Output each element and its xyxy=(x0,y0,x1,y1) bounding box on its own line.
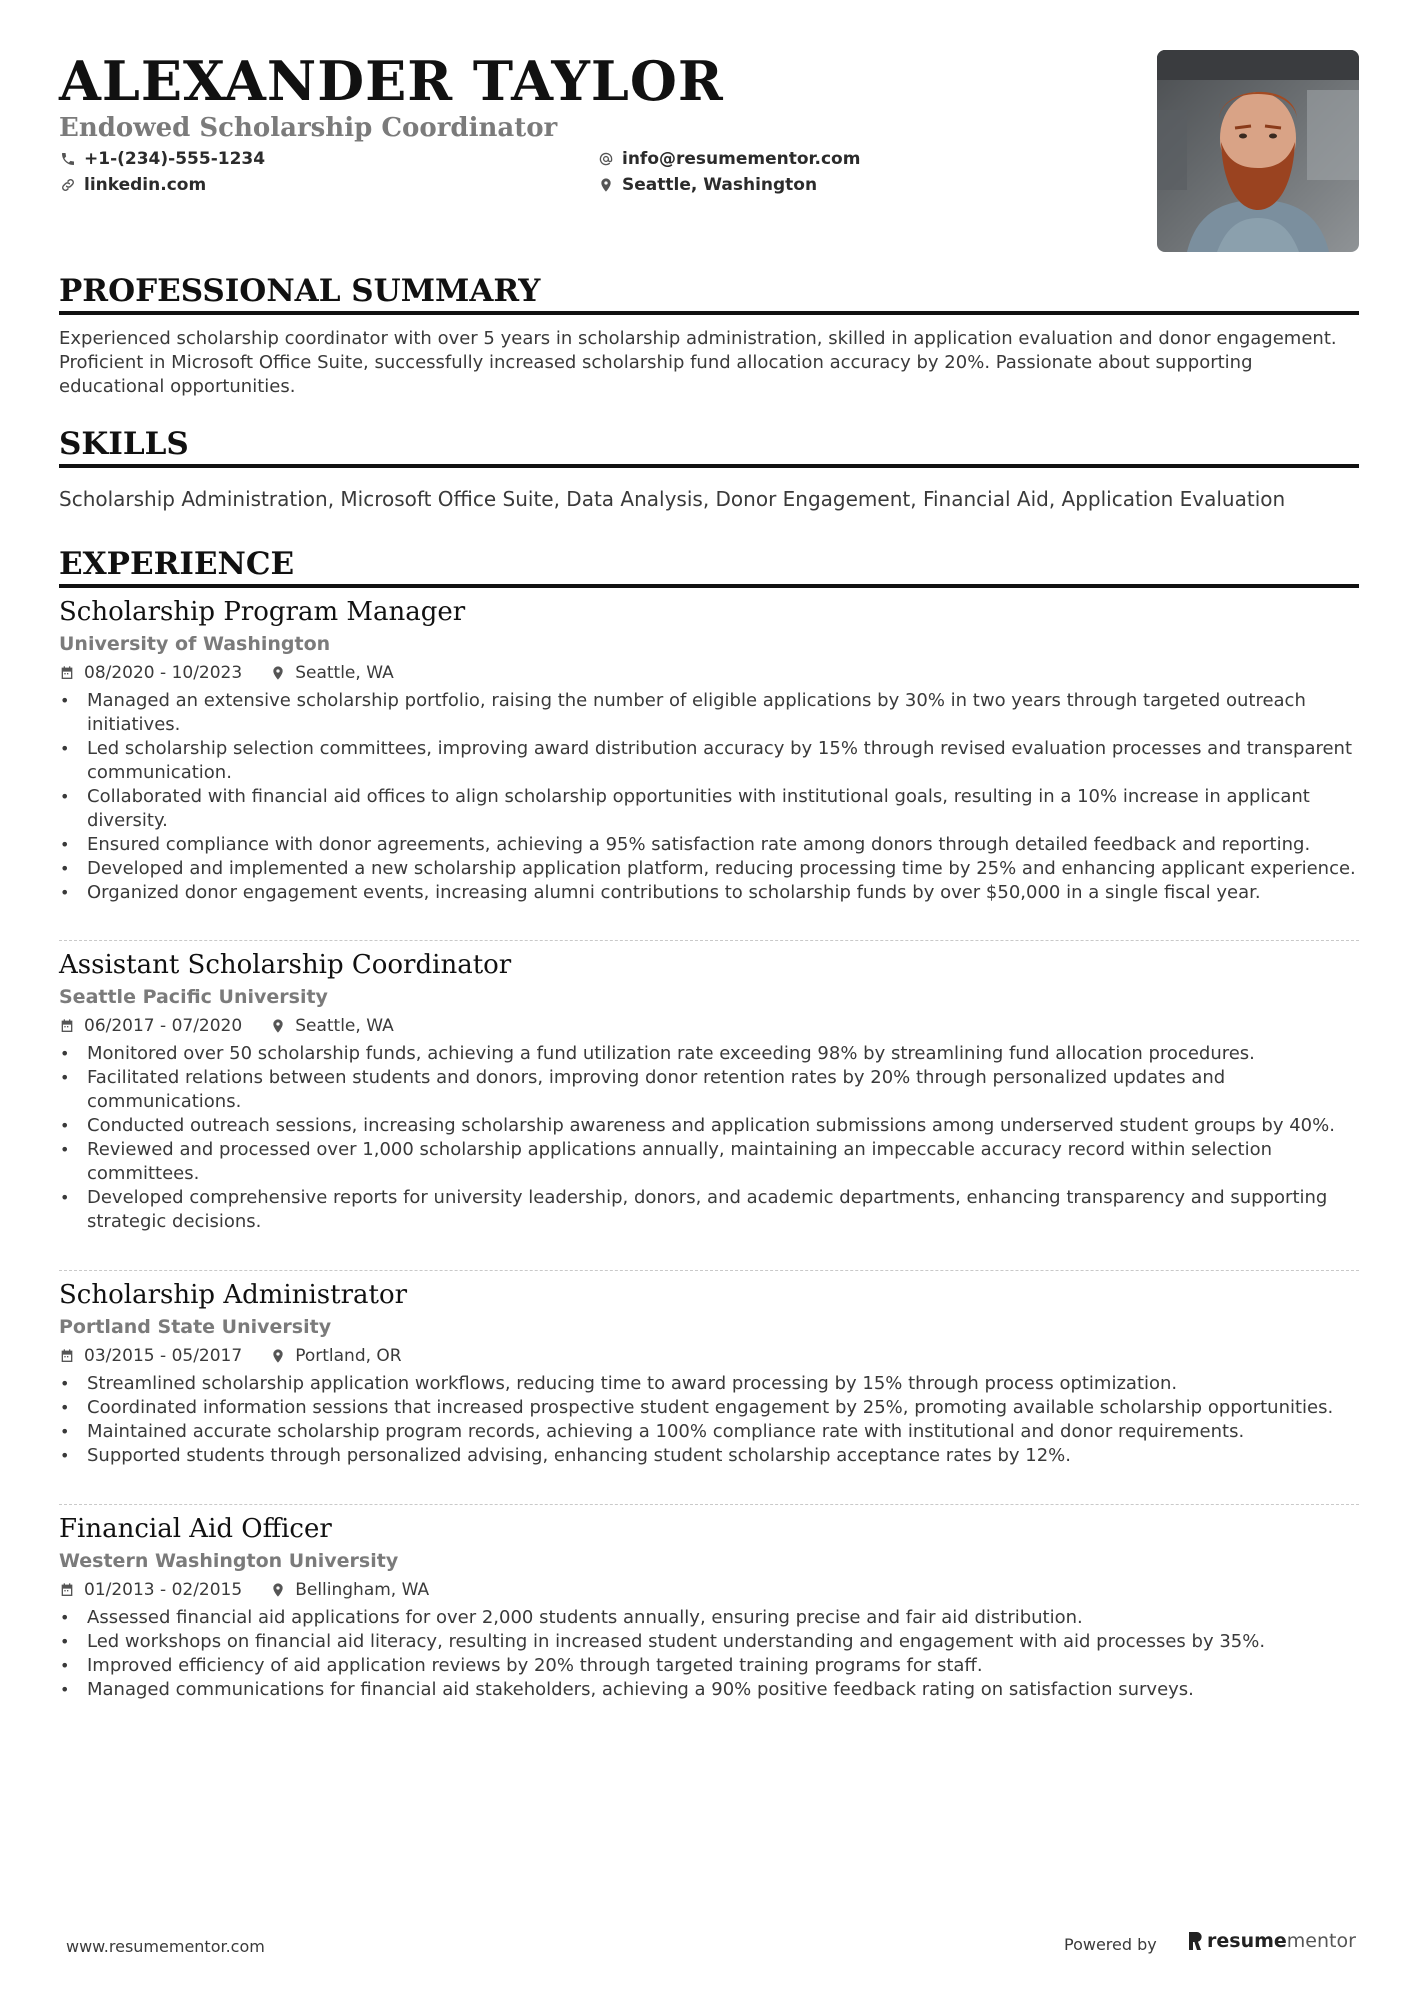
list-item: • Ensured compliance with donor agreements, achieving a 95% satisfaction rate among donors through detailed feedback and reporting. xyxy=(59,833,1359,857)
job-meta xyxy=(59,1578,1359,1602)
footer-website[interactable]: www.resumementor.com xyxy=(66,1937,265,1956)
list-item: • Managed communications for financial aid stakeholders, achieving a 90% positive feedback rating on satisfaction surveys. xyxy=(59,1678,1359,1702)
job-meta xyxy=(59,661,1359,685)
job-entry xyxy=(59,1279,1359,1468)
linkedin-text[interactable]: linkedin.com xyxy=(84,175,207,195)
job-meta xyxy=(59,1014,1359,1038)
list-item: • Coordinated information sessions that increased prospective student engagement by 25%, promoting available scholarship opportunities. xyxy=(59,1396,1359,1420)
job-divider xyxy=(59,1270,1359,1271)
job-location: Seattle, WA xyxy=(295,663,394,683)
at-icon xyxy=(597,150,615,168)
job-bullets xyxy=(59,1606,1359,1702)
company-name: Seattle Pacific University xyxy=(59,986,328,1008)
job-location: Seattle, WA xyxy=(295,1016,394,1036)
map-pin-icon xyxy=(270,665,286,681)
company-name: University of Washington xyxy=(59,633,331,655)
job-title: Scholarship Administrator xyxy=(59,1280,408,1310)
job-location: Portland, OR xyxy=(295,1346,402,1366)
map-pin-icon xyxy=(597,176,615,194)
map-pin-icon xyxy=(270,1348,286,1364)
contact-linkedin xyxy=(59,174,206,196)
resumementor-logo-icon xyxy=(1187,1930,1203,1952)
list-item: • Conducted outreach sessions, increasing scholarship awareness and application submissions among underserved student groups by 40%. xyxy=(59,1114,1359,1138)
list-item: • Led scholarship selection committees, improving award distribution accuracy by 15% through revised evaluation processes and transparent communication. xyxy=(59,737,1359,785)
list-item: • Improved efficiency of aid application reviews by 20% through targeted training programs for staff. xyxy=(59,1654,1359,1678)
calendar-icon xyxy=(59,1348,75,1364)
list-item: • Monitored over 50 scholarship funds, achieving a fund utilization rate exceeding 98% by streamlining fund allocation procedures. xyxy=(59,1042,1359,1066)
company-name: Portland State University xyxy=(59,1316,332,1338)
list-item: • Collaborated with financial aid offices to align scholarship opportunities with institutional goals, resulting in a 10% increase in applicant diversity. xyxy=(59,785,1359,833)
phone-text[interactable]: +1-(234)-555-1234 xyxy=(84,149,266,169)
job-bullets xyxy=(59,1372,1359,1468)
list-item: • Developed comprehensive reports for university leadership, donors, and academic departments, enhancing transparency and supporting strategic decisions. xyxy=(59,1186,1359,1234)
map-pin-icon xyxy=(270,1582,286,1598)
section-title-experience: EXPERIENCE xyxy=(59,545,1359,588)
job-location: Bellingham, WA xyxy=(295,1580,430,1600)
profile-photo xyxy=(1157,50,1359,252)
job-entry xyxy=(59,596,1359,905)
list-item: • Managed an extensive scholarship portfolio, raising the number of eligible applications by 30% in two years through targeted outreach initiatives. xyxy=(59,689,1359,737)
email-text[interactable]: info@resumementor.com xyxy=(622,149,861,169)
footer-brand-logo[interactable] xyxy=(1187,1930,1356,1952)
location-text: Seattle, Washington xyxy=(622,175,818,195)
list-item: • Streamlined scholarship application workflows, reducing time to award processing by 15% through process optimization. xyxy=(59,1372,1359,1396)
list-item: • Facilitated relations between students and donors, improving donor retention rates by 20% through personalized updates and communications. xyxy=(59,1066,1359,1114)
job-title: Financial Aid Officer xyxy=(59,1514,332,1544)
summary-text: Experienced scholarship coordinator with over 5 years in scholarship administration, skilled in application evaluation and donor engagement. Proficient in Microsoft Office Suite, successfully increased scholarship fund allocation accuracy by 20%. Passionate about supporting educational opportunities. xyxy=(59,328,1337,397)
calendar-icon xyxy=(59,1582,75,1598)
job-dates: 06/2017 - 07/2020 xyxy=(84,1016,243,1036)
footer-powered-by: Powered by xyxy=(1064,1935,1157,1954)
job-bullets xyxy=(59,689,1359,905)
candidate-name: ALEXANDER TAYLOR xyxy=(59,49,724,113)
phone-icon xyxy=(59,150,77,168)
job-dates: 03/2015 - 05/2017 xyxy=(84,1346,243,1366)
contact-location xyxy=(597,174,817,196)
map-pin-icon xyxy=(270,1018,286,1034)
contact-email xyxy=(597,148,860,170)
job-divider xyxy=(59,940,1359,941)
job-title: Assistant Scholarship Coordinator xyxy=(59,950,512,980)
job-meta xyxy=(59,1344,1359,1368)
list-item: • Maintained accurate scholarship program records, achieving a 100% compliance rate with institutional and donor requirements. xyxy=(59,1420,1359,1444)
calendar-icon xyxy=(59,1018,75,1034)
candidate-title: Endowed Scholarship Coordinator xyxy=(59,113,558,143)
list-item: • Supported students through personalized advising, enhancing student scholarship acceptance rates by 12%. xyxy=(59,1444,1359,1468)
job-dates: 01/2013 - 02/2015 xyxy=(84,1580,243,1600)
company-name: Western Washington University xyxy=(59,1550,399,1572)
job-bullets xyxy=(59,1042,1359,1234)
list-item: • Developed and implemented a new scholarship application platform, reducing processing time by 25% and enhancing applicant experience. xyxy=(59,857,1359,881)
job-title: Scholarship Program Manager xyxy=(59,597,466,627)
section-title-summary: PROFESSIONAL SUMMARY xyxy=(59,272,1359,315)
list-item: • Organized donor engagement events, increasing alumni contributions to scholarship funds by over $50,000 in a single fiscal year. xyxy=(59,881,1359,905)
calendar-icon xyxy=(59,665,75,681)
link-icon xyxy=(59,176,77,194)
brand-text-light: mentor xyxy=(1286,1930,1356,1952)
brand-text-bold: resume xyxy=(1207,1930,1287,1952)
skills-text: Scholarship Administration, Microsoft Office Suite, Data Analysis, Donor Engagement, Financial Aid, Application Evaluation xyxy=(59,487,1286,511)
contact-phone xyxy=(59,148,265,170)
list-item: • Led workshops on financial aid literacy, resulting in increased student understanding and engagement with aid processes by 35%. xyxy=(59,1630,1359,1654)
job-divider xyxy=(59,1504,1359,1505)
job-entry xyxy=(59,949,1359,1234)
list-item: • Reviewed and processed over 1,000 scholarship applications annually, maintaining an impeccable accuracy record within selection committees. xyxy=(59,1138,1359,1186)
list-item: • Assessed financial aid applications for over 2,000 students annually, ensuring precise and fair aid distribution. xyxy=(59,1606,1359,1630)
section-title-skills: SKILLS xyxy=(59,425,1359,468)
job-dates: 08/2020 - 10/2023 xyxy=(84,663,243,683)
job-entry xyxy=(59,1513,1359,1702)
